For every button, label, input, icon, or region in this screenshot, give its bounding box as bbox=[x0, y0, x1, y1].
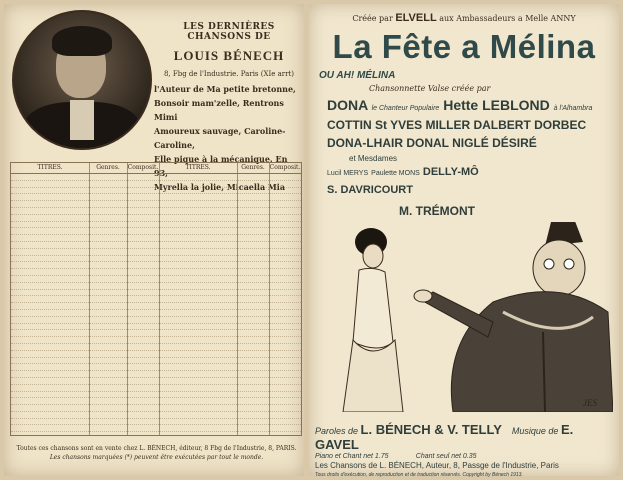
table-row bbox=[159, 344, 237, 351]
table-row bbox=[127, 283, 159, 290]
table-row bbox=[237, 337, 269, 344]
table-row bbox=[127, 228, 159, 235]
column-header: Genres. bbox=[89, 163, 127, 174]
table-row bbox=[127, 378, 159, 385]
table-row bbox=[127, 432, 159, 435]
table-row bbox=[237, 385, 269, 392]
table-row bbox=[237, 181, 269, 188]
heading-line1: LES DERNIÈRES CHANSONS DE bbox=[183, 22, 275, 42]
table-row bbox=[269, 317, 301, 324]
table-row bbox=[159, 283, 237, 290]
table-row bbox=[127, 269, 159, 276]
table-row bbox=[89, 317, 127, 324]
table-row bbox=[127, 371, 159, 378]
table-row bbox=[237, 412, 269, 419]
table-row bbox=[11, 378, 89, 385]
table-row bbox=[159, 310, 237, 317]
table-row bbox=[11, 364, 89, 371]
table-row bbox=[269, 290, 301, 297]
table-row bbox=[11, 222, 89, 229]
cast-line-1 bbox=[327, 97, 592, 113]
table-row bbox=[159, 412, 237, 419]
table-row bbox=[11, 344, 89, 351]
table-row bbox=[159, 228, 237, 235]
table-row bbox=[269, 324, 301, 331]
table-row bbox=[89, 249, 127, 256]
table-row bbox=[237, 296, 269, 303]
table-row bbox=[127, 222, 159, 229]
catalog-footer bbox=[14, 444, 299, 462]
table-row bbox=[127, 358, 159, 365]
table-row bbox=[127, 364, 159, 371]
table-row bbox=[159, 432, 237, 435]
table-row bbox=[159, 378, 237, 385]
table-row bbox=[237, 188, 269, 195]
table-row bbox=[159, 405, 237, 412]
table-row bbox=[237, 324, 269, 331]
cast-line-7: M. TRÉMONT bbox=[399, 204, 475, 218]
table-row bbox=[127, 256, 159, 263]
table-row bbox=[11, 201, 89, 208]
table-row bbox=[89, 235, 127, 242]
table-row bbox=[269, 371, 301, 378]
table-row bbox=[237, 249, 269, 256]
table-row bbox=[237, 344, 269, 351]
table-row bbox=[89, 351, 127, 358]
table-row bbox=[159, 296, 237, 303]
table-row bbox=[237, 364, 269, 371]
cast-merys: Lucil MERYS bbox=[327, 170, 369, 177]
table-row bbox=[269, 201, 301, 208]
song-title: La Fête a Mélina bbox=[332, 28, 596, 65]
table-row bbox=[269, 405, 301, 412]
table-row bbox=[269, 337, 301, 344]
author-name: LOUIS BÉNECH bbox=[173, 48, 285, 63]
table-row bbox=[127, 194, 159, 201]
table-row bbox=[89, 276, 127, 283]
table-row bbox=[11, 405, 89, 412]
table-row bbox=[159, 330, 237, 337]
table-row bbox=[127, 405, 159, 412]
ambassadeurs: aux Ambassadeurs bbox=[439, 14, 516, 23]
table-row bbox=[237, 371, 269, 378]
publisher-line: Les Chansons de L. BÉNECH, Auteur, 8, Passge de l'Industrie, Paris bbox=[315, 461, 559, 470]
table-row bbox=[89, 188, 127, 195]
table-row bbox=[127, 215, 159, 222]
table-row bbox=[11, 208, 89, 215]
creee-par: Créée par bbox=[352, 14, 393, 23]
cast-line-3: DONA-LHAIR DONAL NIGLÉ DÉSIRÉ bbox=[327, 136, 537, 150]
table-row bbox=[89, 344, 127, 351]
table-row bbox=[127, 317, 159, 324]
table-row bbox=[159, 215, 237, 222]
table-row bbox=[11, 351, 89, 358]
table-row bbox=[159, 256, 237, 263]
song-list-item: l'Auteur de Ma petite bretonne, bbox=[154, 84, 296, 94]
paroles-label: Paroles de bbox=[315, 426, 359, 436]
column-header: Genres. bbox=[237, 163, 269, 174]
table-row bbox=[237, 262, 269, 269]
table-row bbox=[11, 412, 89, 419]
footer-note: Les chansons marquées (*) peuvent être exécutées par tout le monde. bbox=[49, 454, 264, 461]
table-row bbox=[127, 385, 159, 392]
table-row bbox=[237, 208, 269, 215]
table-row bbox=[89, 215, 127, 222]
table-row bbox=[11, 276, 89, 283]
table-row bbox=[89, 412, 127, 419]
song-list-item: Elle pique à la mécanique. En 93, bbox=[154, 154, 288, 178]
table-row bbox=[237, 392, 269, 399]
table-row bbox=[127, 392, 159, 399]
table-row bbox=[269, 378, 301, 385]
table-row bbox=[11, 256, 89, 263]
table-row bbox=[127, 330, 159, 337]
table-row bbox=[237, 201, 269, 208]
table-row bbox=[89, 364, 127, 371]
table-row bbox=[237, 317, 269, 324]
cast-delly: DELLY-MÔ bbox=[422, 166, 479, 178]
table-row bbox=[127, 398, 159, 405]
table-row bbox=[89, 371, 127, 378]
table-row bbox=[127, 425, 159, 432]
table-row bbox=[159, 174, 237, 181]
table-row bbox=[11, 235, 89, 242]
table-row bbox=[237, 276, 269, 283]
table-column bbox=[159, 163, 238, 435]
table-row bbox=[269, 364, 301, 371]
table-row bbox=[89, 337, 127, 344]
table-row bbox=[11, 283, 89, 290]
table-row bbox=[11, 330, 89, 337]
table-row bbox=[237, 283, 269, 290]
table-row bbox=[269, 194, 301, 201]
table-row bbox=[237, 228, 269, 235]
table-row bbox=[89, 269, 127, 276]
table-row bbox=[237, 303, 269, 310]
table-row bbox=[127, 276, 159, 283]
table-row bbox=[11, 228, 89, 235]
table-row bbox=[89, 330, 127, 337]
table-row bbox=[89, 432, 127, 435]
table-row bbox=[159, 385, 237, 392]
table-row bbox=[237, 419, 269, 426]
cast-line-4: et Mesdames bbox=[349, 154, 398, 163]
table-row bbox=[269, 344, 301, 351]
table-row bbox=[127, 262, 159, 269]
table-row bbox=[159, 317, 237, 324]
table-row bbox=[159, 398, 237, 405]
table-row bbox=[89, 290, 127, 297]
table-row bbox=[89, 256, 127, 263]
table-row bbox=[237, 215, 269, 222]
table-row bbox=[159, 188, 237, 195]
cast-line-5 bbox=[327, 166, 479, 178]
created-by-line bbox=[317, 12, 611, 24]
table-row bbox=[269, 256, 301, 263]
table-row bbox=[11, 324, 89, 331]
cast-mons: Paulette MONS bbox=[371, 170, 420, 177]
table-row bbox=[159, 337, 237, 344]
table-row bbox=[269, 419, 301, 426]
table-row bbox=[159, 249, 237, 256]
table-row bbox=[159, 222, 237, 229]
table-row bbox=[11, 392, 89, 399]
table-row bbox=[89, 425, 127, 432]
author-portrait bbox=[12, 10, 152, 150]
table-row bbox=[89, 262, 127, 269]
table-row bbox=[237, 330, 269, 337]
price-line bbox=[315, 453, 615, 460]
artist-signature: JES bbox=[583, 398, 597, 408]
table-row bbox=[269, 208, 301, 215]
table-row bbox=[269, 432, 301, 435]
table-row bbox=[127, 310, 159, 317]
table-row bbox=[159, 235, 237, 242]
song-list-item: Amoureux sauvage, Caroline-Caroline, bbox=[154, 126, 286, 150]
table-row bbox=[89, 194, 127, 201]
table-row bbox=[237, 405, 269, 412]
elvell: ELVELL bbox=[395, 12, 437, 24]
table-row bbox=[11, 290, 89, 297]
table-row bbox=[11, 310, 89, 317]
table-row bbox=[89, 358, 127, 365]
column-header: Composit. bbox=[127, 163, 159, 174]
table-row bbox=[127, 249, 159, 256]
table-row bbox=[127, 337, 159, 344]
table-row bbox=[237, 398, 269, 405]
musique-author: E. GAVEL bbox=[315, 422, 574, 452]
table-row bbox=[269, 262, 301, 269]
table-row bbox=[159, 303, 237, 310]
table-row bbox=[127, 351, 159, 358]
table-row bbox=[89, 242, 127, 249]
table-row bbox=[269, 351, 301, 358]
table-row bbox=[89, 228, 127, 235]
table-column bbox=[11, 163, 90, 435]
table-row bbox=[89, 201, 127, 208]
table-row bbox=[89, 405, 127, 412]
table-row bbox=[89, 419, 127, 426]
table-row bbox=[159, 290, 237, 297]
table-row bbox=[127, 235, 159, 242]
table-row bbox=[89, 296, 127, 303]
paroles-authors: L. BÉNECH & V. TELLY bbox=[360, 422, 502, 437]
table-row bbox=[127, 344, 159, 351]
table-row bbox=[11, 337, 89, 344]
table-row bbox=[159, 201, 237, 208]
table-row bbox=[127, 324, 159, 331]
table-row bbox=[127, 303, 159, 310]
front-cover-page bbox=[309, 4, 619, 476]
cast-dona: DONA bbox=[327, 97, 368, 113]
table-row bbox=[269, 425, 301, 432]
table-row bbox=[237, 432, 269, 435]
table-row bbox=[127, 290, 159, 297]
table-row bbox=[89, 222, 127, 229]
table-row bbox=[127, 201, 159, 208]
table-row bbox=[269, 398, 301, 405]
table-row bbox=[11, 385, 89, 392]
cast-line-2: COTTIN St YVES MILLER DALBERT DORBEC bbox=[327, 118, 587, 132]
table-row bbox=[269, 235, 301, 242]
table-row bbox=[89, 303, 127, 310]
table-row bbox=[159, 181, 237, 188]
table-row bbox=[237, 174, 269, 181]
table-row bbox=[11, 425, 89, 432]
table-row bbox=[127, 242, 159, 249]
table-column bbox=[237, 163, 270, 435]
table-row bbox=[269, 296, 301, 303]
table-row bbox=[159, 269, 237, 276]
table-row bbox=[237, 242, 269, 249]
table-row bbox=[89, 392, 127, 399]
song-list-item: Bonsoir mam'zelle, Rentrons Mimi bbox=[154, 98, 284, 122]
table-row bbox=[11, 358, 89, 365]
table-row bbox=[89, 181, 127, 188]
table-row bbox=[159, 194, 237, 201]
column-header: TITRES. bbox=[11, 163, 89, 174]
table-row bbox=[89, 378, 127, 385]
table-column bbox=[127, 163, 160, 435]
cast-note: à l'Alhambra bbox=[553, 105, 593, 112]
table-row bbox=[159, 208, 237, 215]
table-row bbox=[159, 324, 237, 331]
table-row bbox=[269, 310, 301, 317]
table-row bbox=[127, 174, 159, 181]
table-row bbox=[11, 262, 89, 269]
table-row bbox=[159, 364, 237, 371]
table-row bbox=[89, 385, 127, 392]
column-header: TITRES. bbox=[159, 163, 237, 174]
table-row bbox=[269, 303, 301, 310]
table-row bbox=[159, 242, 237, 249]
table-row bbox=[269, 222, 301, 229]
footer-line: Toutes ces chansons sont en vente chez L. BÉNECH, éditeur, 8 Fbg de l'Industrie, 8, PARIS. bbox=[16, 445, 297, 452]
table-row bbox=[127, 181, 159, 188]
table-row bbox=[11, 317, 89, 324]
price-chant: Chant seul net 0.35 bbox=[415, 453, 477, 460]
table-row bbox=[159, 371, 237, 378]
table-row bbox=[11, 371, 89, 378]
table-row bbox=[237, 222, 269, 229]
table-row bbox=[159, 358, 237, 365]
anny: a Melle ANNY bbox=[517, 14, 576, 23]
table-row bbox=[11, 242, 89, 249]
table-row bbox=[237, 290, 269, 297]
table-row bbox=[237, 378, 269, 385]
table-row bbox=[237, 425, 269, 432]
table-row bbox=[269, 269, 301, 276]
table-row bbox=[11, 249, 89, 256]
table-row bbox=[11, 181, 89, 188]
column-header: Composit. bbox=[269, 163, 301, 174]
table-row bbox=[89, 283, 127, 290]
table-row bbox=[269, 174, 301, 181]
table-row bbox=[237, 256, 269, 263]
table-row bbox=[127, 296, 159, 303]
table-row bbox=[159, 419, 237, 426]
table-row bbox=[269, 392, 301, 399]
table-column bbox=[89, 163, 128, 435]
table-row bbox=[269, 188, 301, 195]
table-row bbox=[11, 194, 89, 201]
table-row bbox=[237, 351, 269, 358]
valse-line: Chansonnette Valse créée par bbox=[369, 84, 491, 93]
table-row bbox=[11, 419, 89, 426]
table-row bbox=[159, 276, 237, 283]
table-row bbox=[89, 208, 127, 215]
table-row bbox=[269, 276, 301, 283]
table-row bbox=[269, 358, 301, 365]
song-subtitle: OU AH! MÉLINA bbox=[319, 70, 396, 81]
table-row bbox=[269, 249, 301, 256]
table-row bbox=[89, 310, 127, 317]
table-row bbox=[237, 269, 269, 276]
table-row bbox=[127, 208, 159, 215]
table-row bbox=[269, 215, 301, 222]
table-row bbox=[269, 242, 301, 249]
table-row bbox=[159, 425, 237, 432]
cast-line-6: S. DAVRICOURT bbox=[327, 184, 413, 196]
catalog-heading bbox=[154, 22, 304, 78]
table-row bbox=[89, 174, 127, 181]
author-address: 8, Fbg de l'Industrie. Paris (XIe arrt) bbox=[163, 70, 295, 78]
soldier-figure bbox=[414, 222, 613, 412]
table-row bbox=[127, 419, 159, 426]
table-row bbox=[269, 385, 301, 392]
table-row bbox=[269, 330, 301, 337]
table-row bbox=[11, 269, 89, 276]
table-row bbox=[11, 215, 89, 222]
table-row bbox=[237, 358, 269, 365]
song-list-item: Myrella la jolie, Micaella Mia bbox=[154, 182, 285, 192]
authors-line bbox=[315, 422, 615, 452]
table-row bbox=[269, 228, 301, 235]
table-row bbox=[11, 174, 89, 181]
musique-label: Musique de bbox=[511, 426, 559, 436]
table-row bbox=[269, 181, 301, 188]
table-row bbox=[127, 188, 159, 195]
table-row bbox=[11, 398, 89, 405]
table-row bbox=[237, 194, 269, 201]
table-row bbox=[159, 351, 237, 358]
table-row bbox=[269, 412, 301, 419]
cover-illustration bbox=[323, 222, 613, 412]
table-row bbox=[127, 412, 159, 419]
table-row bbox=[11, 432, 89, 435]
back-cover-page bbox=[4, 4, 304, 476]
credits-block bbox=[315, 422, 615, 478]
woman-figure bbox=[343, 228, 403, 412]
table-row bbox=[237, 235, 269, 242]
table-row bbox=[159, 262, 237, 269]
table-row bbox=[11, 296, 89, 303]
song-catalog-table bbox=[10, 162, 302, 436]
table-row bbox=[269, 283, 301, 290]
rights-line: Tous droits d'exécution, de reproduction et de traduction réservés. Copyright by Bénech 1913. bbox=[315, 472, 523, 478]
cast-note: le Chanteur Populaire bbox=[371, 105, 440, 112]
table-row bbox=[11, 303, 89, 310]
table-row bbox=[89, 324, 127, 331]
table-row bbox=[11, 188, 89, 195]
table-column bbox=[269, 163, 301, 435]
table-row bbox=[89, 398, 127, 405]
table-row bbox=[159, 392, 237, 399]
table-row bbox=[237, 310, 269, 317]
price-piano: Piano et Chant net 1.75 bbox=[315, 453, 389, 460]
cast-leblond: Hette LEBLOND bbox=[443, 97, 550, 113]
